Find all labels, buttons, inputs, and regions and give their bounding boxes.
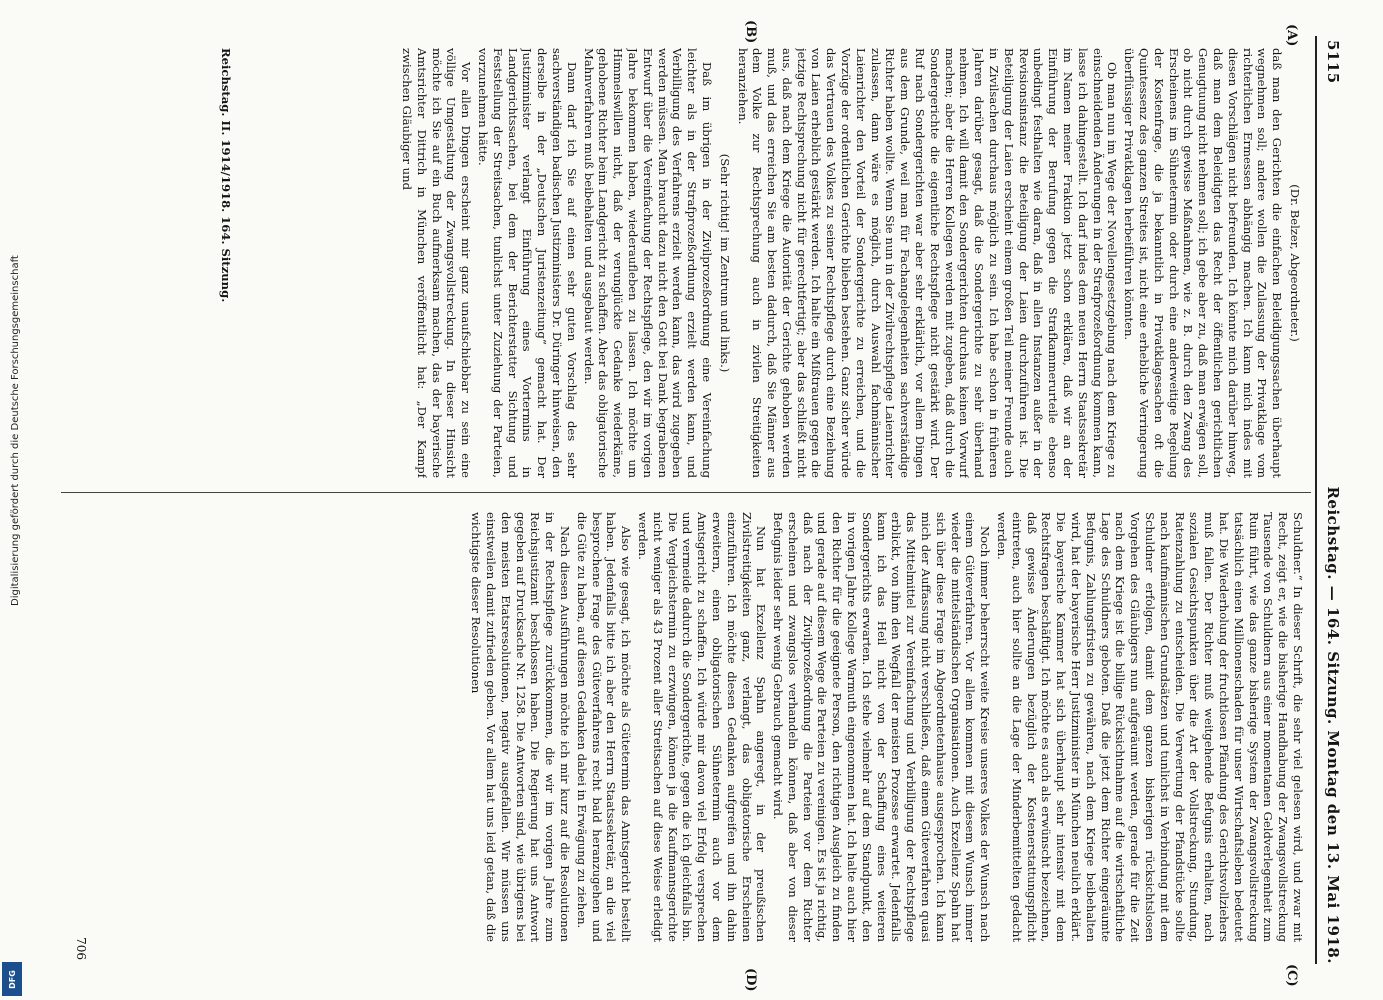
- margin-marker-a: (A): [1284, 24, 1299, 47]
- speaker-line: (Dr. Belzer, Abgeordneter.): [1288, 184, 1302, 342]
- page-header: [1321, 40, 1345, 964]
- footer-session-line: Reichstag. II. 1914/1918. 164. Sitzung.: [219, 48, 233, 303]
- interjection: (Sehr richtig! im Zentrum und links.): [717, 153, 732, 373]
- paragraph: Noch immer beherrscht weite Kreise unseres Volkes der Wunsch nach einem Güteverfahren. Vor allem kommen mit diesem Wunsch immer wieder die mittelständischen Organisationen. Auch Exzellenz Spahn hat sich über diese Frage im Abgeordnetenhause ausgesprochen. Ich kann mich der Auffassung nicht verschließen, daß einem Güteverfahren quasi das Mittelmittel zur Vereinfachung und Verbilligung der Rechtspflege erblickt, von ihm den Wegfall der meisten Prozesse erwartet. Jedenfalls kann ich das Heil nicht von der Schaffung eines weiteren Sondergerichts erwarten. Ich stehe vielmehr auf dem Standpunkt, den in vorigen Jahre Kollege Warmuth eingenommen hat. Ich halte auch hier den Richter für die geeignete Person, den richtigen Ausgleich zu finden und gerade auf diesem Wege die Parteien zu vereinigen. Es ist ja richtig, daß nach der Zivilprozeßordnung die Parteien vor dem Richter erscheinen und zwangslos verhandeln können, daß aber von dieser Befugnis leider sehr wenig Gebrauch gemacht wird.: [771, 512, 993, 942]
- footer-page-number: 706: [74, 937, 88, 960]
- dfg-logo-text: DFG: [7, 969, 17, 989]
- paragraph: Vor allen Dingen erscheint mir ganz unaufschiebbar zu sein eine völlige Umgestaltung der Zwangsvollstreckung. In dieser Hinsicht möchte ich Sie auf ein Buch aufmerksam machen, das der bayerische Amtsrichter Dittrich in München veröffentlicht hat: „Der Kampf zwischen Gläubiger und: [399, 48, 474, 478]
- right-column: [75, 512, 1305, 942]
- header-page-number: 5115: [1324, 40, 1342, 84]
- paragraph: Dann darf ich Sie auf einen sehr guten Vorschlag des sehr sachverständigen badischen Justizministers Dr. Düringer hinweisen, den derselbe in der „Deutschen Juristenzeitung“ gemacht hat. Der Justizminister verlangt Einführung eines Vortermins in Landgerichtssachen, bei dem der Berichterstatter Sichtung und Feststellung der Streitsachen, tunlichst unter Zuziehung der Parteien, vorzunehmen hätte.: [475, 48, 579, 478]
- paragraph: Daß im übrigen in der Zivilprozeßordnung eine Vereinfachung leichter als in der Strafprozeßordnung erzielt werden kann, und Verbilligung des Verfahrens erzielt werden kann, das wird zugegeben werden müssen. Man braucht dazu nicht den Gott bei Dank begrabenen Entwurf über die Vereinfachung der Rechtspflege, den wir im vorigen Jahre bekommen haben, wiederaufleben zu lassen. Ich möchte um Himmelswillen nicht, daß der verunglückte Gedanke wiederkäme, gehobene Richter beim Landgericht zu schaffen. Aber das obligatorische Mahnverfahren muß beibehalten und ausgebaut werden.: [581, 48, 714, 478]
- dfg-logo: [2, 962, 22, 996]
- margin-marker-c: (C): [1284, 964, 1299, 987]
- left-column: [225, 48, 1305, 478]
- paragraph: Also wie gesagt, ich möchte als Gütetermin das Amtsgericht bestellt haben. Jedenfalls bitte ich aber den Herrn Staatssekretär, an die viel besprochene Frage des Güteverfahrens recht bald heranzugehen und die Güte zu haben, auf diesen Gedanken dabei in Erwägung zu ziehen.: [574, 512, 634, 942]
- header-session-title: Reichstag. — 164. Sitzung. Montag den 13. Mai 1918.: [1324, 486, 1342, 964]
- paragraph: daß man den Gerichten die einfachen Beleidigungssachen überhaupt wegnehmen soll; andere wollen die Zulassung der Privatklage vom richterlichen Ermessen abhängig machen. Ich kann mich indes mit diesen Vorschlägen nicht befreunden. Ich könnte mich darüber hinweg, daß man dem Beleidigten das Recht der öffentlichen gerichtlichen Genugtuung nicht nehmen soll; ich gebe aber zu, daß man erwägen soll, ob nicht durch gewisse Maßnahmen, wie z. B. durch den Zwang des Erscheinens im Sühnetermin oder durch eine anderweitige Regelung der Kostenfrage, die ja bekanntlich in Privatklagesachen oft die Quintessenz des ganzen Streites ist, nicht eine erhebliche Verringerung überflüssiger Privatklagen herbeiführen könnten.: [1122, 48, 1285, 478]
- margin-marker-d: (D): [743, 968, 758, 992]
- paragraph: Ob man nun im Wege der Novellengesetzgebung nach dem Kriege zu einschneidenden Änderungen in der Strafprozeßordnung kommen kann, lasse ich dahingestellt. Ich darf indes dem neuen Herrn Staatssekretär im Namen meiner Fraktion jetzt schon erklären, daß wir an der Einführung der Berufung gegen die Strafkammerurteile ebenso unbedingt festhalten wie daran, daß in allen Instanzen außer in der Revisionsinstanz die Beteiligung der Laien durchzuführen ist. Die Beteiligung der Laien erscheint einem großen Teil meiner Freunde auch in Zivilsachen durchaus möglich zu sein. Ich habe schon in früheren Jahren darüber gesagt, daß die Sondergerichte zu sehr überhand nehmen. Ich will damit den Sondergerichten durchaus keinen Vorwurf machen; aber die Herren Kollegen werden mit zugeben, daß durch die Sondergerichte die eigentliche Rechtspflege nicht gestärkt wird. Der Ruf nach Sondergerichten war aber sehr erklärlich, vor allem Dingen aus dem Grunde, weil man für Fachangelegenheiten sachverständige Richter haben wollte. Wenn Sie nun in der Zivilrechtspflege Laienrichter zulassen, dann wäre es möglich, durch Auswahl fachmännischer Laienrichter den Vorteil der Sondergerichte zu erreichen, und die Vorzüge der ordentlichen Gerichte blieben bestehen. Ganz sicher würde das Vertrauen des Volkes zu seiner Rechtspflege durch eine Beziehung von Laien erheblich gestärkt werden. Ich halte ein Mißtrauen gegen die jetzige Rechtsprechung nicht für gerechtfertigt; aber das schließt nicht aus, daß nach dem Kriege die Autorität der Gerichte gehoben werden muß, und das erreichen Sie am besten dadurch, daß Sie Männer aus dem Volke zur Rechtsprechung auch in zivilen Streitigkeiten heranziehen.: [735, 48, 1120, 478]
- margin-marker-b: (B): [743, 20, 758, 44]
- column-divider: [61, 492, 1311, 493]
- digitization-note: Digitalisierung gefördert durch die Deutsche Forschungsgemeinschaft: [10, 255, 21, 606]
- header-rule: [1315, 36, 1317, 964]
- paragraph: Nach diesen Ausführungen möchte ich mir kurz auf die Resolutionen in der Rechtspflege zurückkommen, die wir im vorigen Jahre zum Reichsjustizamt beschlossen haben. Die Regierung hat uns Antwort gegeben auf Drucksache Nr. 1258. Die Antworten sind, wie übrigens bei den meisten Etatsresolutionen, negativ ausgefallen. Wir müssen uns einstweilen damit zufrieden geben. Vor allem hat uns leid getan, daß die wichtigste dieser Resolutionen: [469, 512, 572, 942]
- paragraph: Nun hat Exzellenz Spahn angeregt, in der preußischen Zivilstreitigkeiten ganz, verlangt, das obligatorische Erscheinen einzuführen. Ich möchte diesen Gedanken aufgreifen und ihn dahin erweitern, einen obligatorischen Sühnetermin auch vor dem Amtsgericht zu schaffen. Ich würde mir davon viel Erfolg versprechen und vermeide dadurch die Sondergerichte, gegen die ich gleichfalls bin. Die Vergleichstermin zu erzwingen, können ja die Kaufmannsgerichte nicht weniger als 43 Prozent aller Streitsachen auf diese Weise erledigt werden.: [635, 512, 769, 942]
- paragraph: Schuldner.“ In dieser Schrift, die sehr viel gelesen wird, und zwar mit Recht, zeigt er, wie die bisherige Handhabung der Zwangsvollstreckung Tausende von Schuldnern aus einer momentanen Geldverlegenheit zum Ruin führt, wie das ganze bisherige System der Zwangsvollstreckung tatsächlich einen Millionenschaden für unser Wirtschaftsleben bedeutet hat. Die Wiederholung der fruchtlosen Pfändung des Gerichtsvollziehers muß fallen. Der Richter muß weitgehende Befugnis erhalten, nach sozialen Gesichtspunkten über die Art der Vollstreckung, Stundung, Ratenzahlung zu entscheiden. Die Verwertung der Pfandstücke sollte nach kaufmännischen Grundsätzen und tunlichst in Verbindung mit dem Schuldner erfolgen, damit dem ganzen bisherigen rücksichtslosen Vorgehen des Gläubigers nun aufgeräumt werden, gerade für die Zeit nach dem Kriege ist die billige Rücksichtnahme auf die wirtschaftliche Lage des Schuldners geboten. Daß die jetzt dem Richter eingeräumte Befugnis, Zahlungsfristen zu gewähren, nach dem Kriege beibehalten wird, hat der bayerische Herr Justizminister in München neulich erklärt. Die bayerische Kammer hat sich überhaupt sehr intensiv mit dem Rechtsfragen beschäftigt. Ich möchte es auch als erwünscht bezeichnen, daß gewisse Änderungen bezüglich der Kostenerstattungspflicht eintreten, auch hier sollte an die Lage der Minderbemittelten gedacht werden.: [995, 512, 1305, 942]
